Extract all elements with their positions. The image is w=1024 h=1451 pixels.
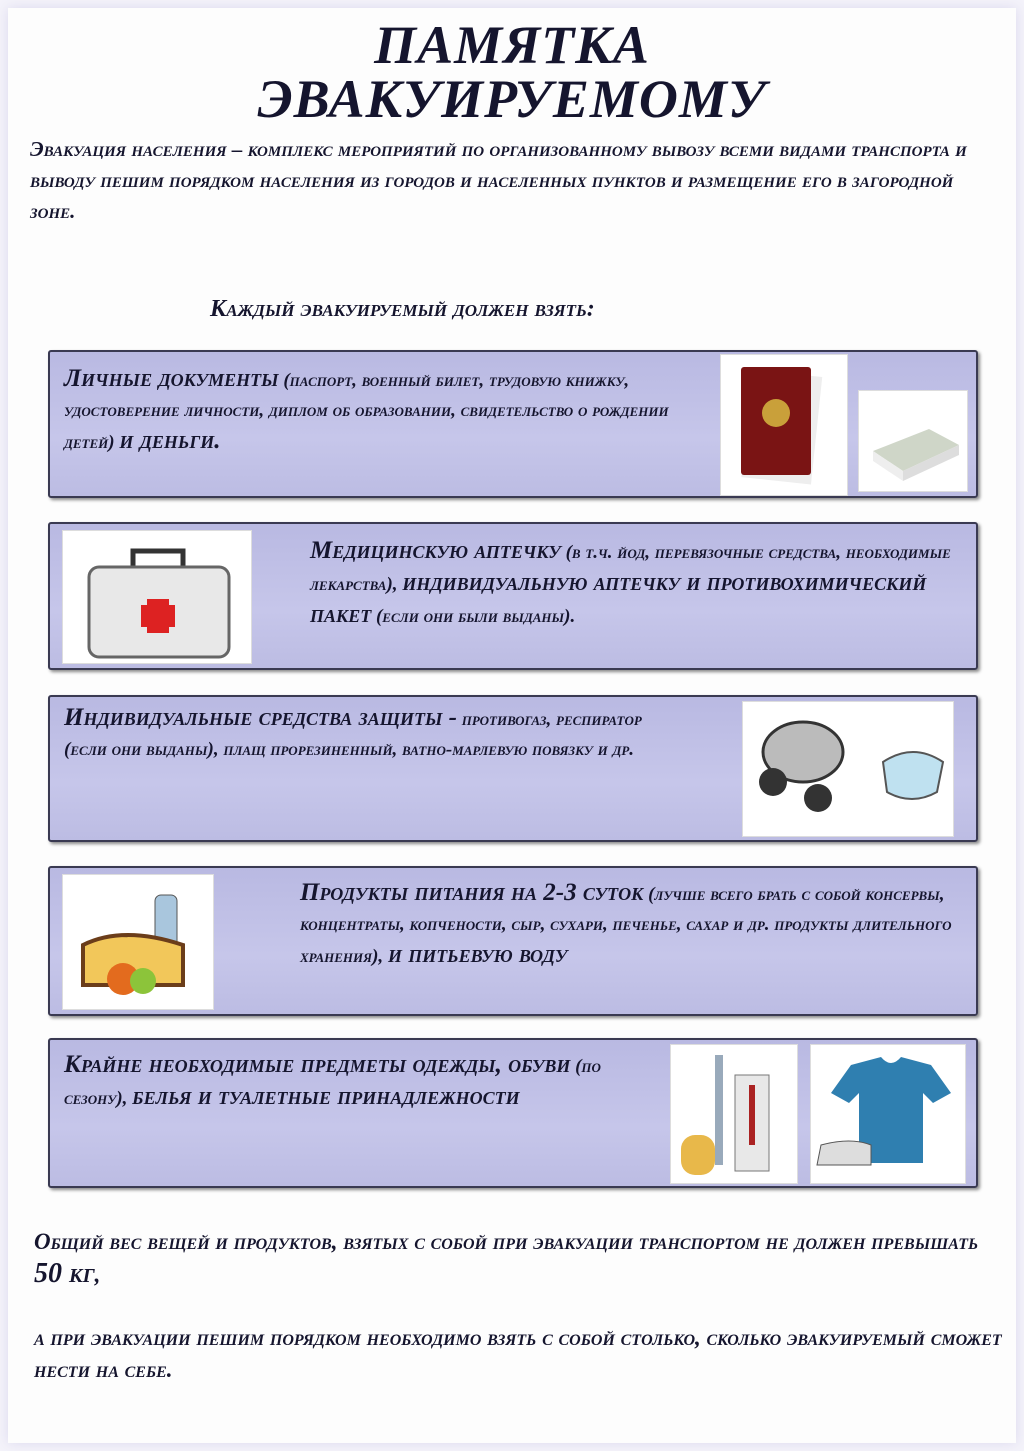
toiletries-icon (670, 1044, 798, 1184)
item-text: Продукты питания на 2-3 суток (лучше всего брать с собой консервы, концентраты, копчености, сыр, сухари, печенье, сахар и др. продукты длительного хранения), и питьевую воду (300, 879, 952, 968)
intro-paragraph: Эвакуация населения – комплекс мероприятий по организованному вывозу всеми видами транспорта и выводу пешим порядком населения из городов и населенных пунктов и размещение его в загородной зоне. (30, 137, 967, 223)
food-icon (62, 874, 214, 1010)
item-food (48, 866, 978, 1016)
footer-weight-note: Общий вес вещей и продуктов, взятых с собой при эвакуации транспортом не должен превышать 50 кг, (34, 1229, 979, 1289)
clothes-icon (810, 1044, 966, 1184)
title-line-2: ЭВАКУИРУЕМОМУ (257, 69, 767, 129)
item-protection (48, 695, 978, 842)
subheading: Каждый эвакуируемый должен взять: (210, 296, 595, 322)
item-text: Медицинскую аптечку (в т.ч. йод, перевязочные средства, необходимые лекарства), индивидуальную аптечку и противохимический пакет (если они были выданы). (310, 537, 951, 628)
money-icon (858, 390, 968, 492)
footer-walking-note: а при эвакуации пешим порядком необходимо взять с собой столько, сколько эвакуируемый сможет нести на себе. (34, 1325, 1002, 1382)
title-line-1: ПАМЯТКА (374, 15, 650, 75)
item-clothing (48, 1038, 978, 1188)
item-text: Индивидуальные средства защиты - противогаз, респиратор (если они выданы), плащ прорезиненный, ватно-марлевую повязку и др. (64, 704, 642, 760)
item-documents (48, 350, 978, 498)
item-first-aid (48, 522, 978, 670)
item-text: Личные документы (паспорт, военный билет, трудовую книжку, удостоверение личности, диплом об образовании, свидетельство о рождении детей) и деньги. (64, 365, 669, 454)
first-aid-kit-icon (62, 530, 252, 664)
gas-mask-icon (742, 701, 954, 837)
passport-icon (720, 354, 848, 496)
item-text: Крайне необходимые предметы одежды, обуви (по сезону), белья и туалетные принадлежности (64, 1051, 601, 1110)
